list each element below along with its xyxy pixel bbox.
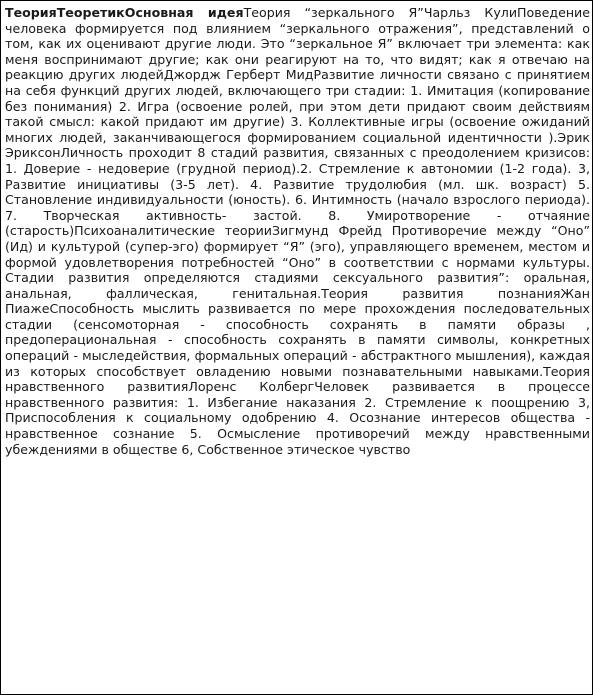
header-main-idea: Основная идея	[124, 5, 244, 20]
header-theorist: Теоретик	[56, 5, 125, 20]
document-text	[5, 5, 590, 457]
header-theory: Теория	[5, 5, 57, 20]
body-text: Теория “зеркального Я”Чарльз КулиПоведение человека формируется под влиянием “зеркального отражения”, представлений о том, как их оценивают другие люди. Это “зеркальное Я” включает три элемента: как меня воспринимают другие; как они реагируют на то, что видят; как я отвечаю на реакцию других людейДжордж Герберт МидРазвитие личности связано с принятием на себя функций других людей, включающего три стадии: 1. Имитация (копирование без понимания) 2. Игра (освоение ролей, при этом дети придают своим действиям такой смысл: какой придают им другие) 3. Коллективные игры (освоение ожиданий многих людей, заканчивающегося формированием социальной идентичности ).Эрик ЭриксонЛичность проходит 8 стадий развития, связанных с преодолением кризисов: 1. Доверие - недоверие (грудной период).2. Стремление к автономии (1-2 года). 3, Развитие инициативы (3-5 лет). 4. Развитие трудолюбия (мл. шк. возраст) 5. Становление индивидуальности (юность). 6. Интимность (начало взрослого периода). 7. Творческая активность- застой. 8. Умиротворение - отчаяние (старость)Психоаналитические теорииЗигмунд Фрейд Противоречие между “Оно” (Ид) и культурой (супер-эго) формирует “Я” (эго), управляющего временем, местом и формой удовлетворения потребностей “Оно” в соответствии с нормами культуры. Стадии развития определяются стадиями сексуального развития”: оральная, анальная, фаллическая, генитальная.Теория развития познанияЖан ПиажеСпособность мыслить развивается по мере прохождения последовательных стадии (сенсомоторная - способность сохранять в памяти образы , предоперациональная - способность сохранять в памяти символы, конкретных операций - мыследействия, формальных операций - абстрактного мышления), каждая из которых способствует овладению новыми познавательными навыками.Теория нравственного развитияЛоренс КолбергЧеловек развивается в процессе нравственного развития: 1. Избегание наказания 2. Стремление к поощрению 3, Приспособления к социальному одобрению 4. Осознание интересов общества - нравственное сознание 5. Осмысление противоречий между нравственными убеждениями в обществе 6, Собственное этическое чувство	[5, 5, 590, 457]
